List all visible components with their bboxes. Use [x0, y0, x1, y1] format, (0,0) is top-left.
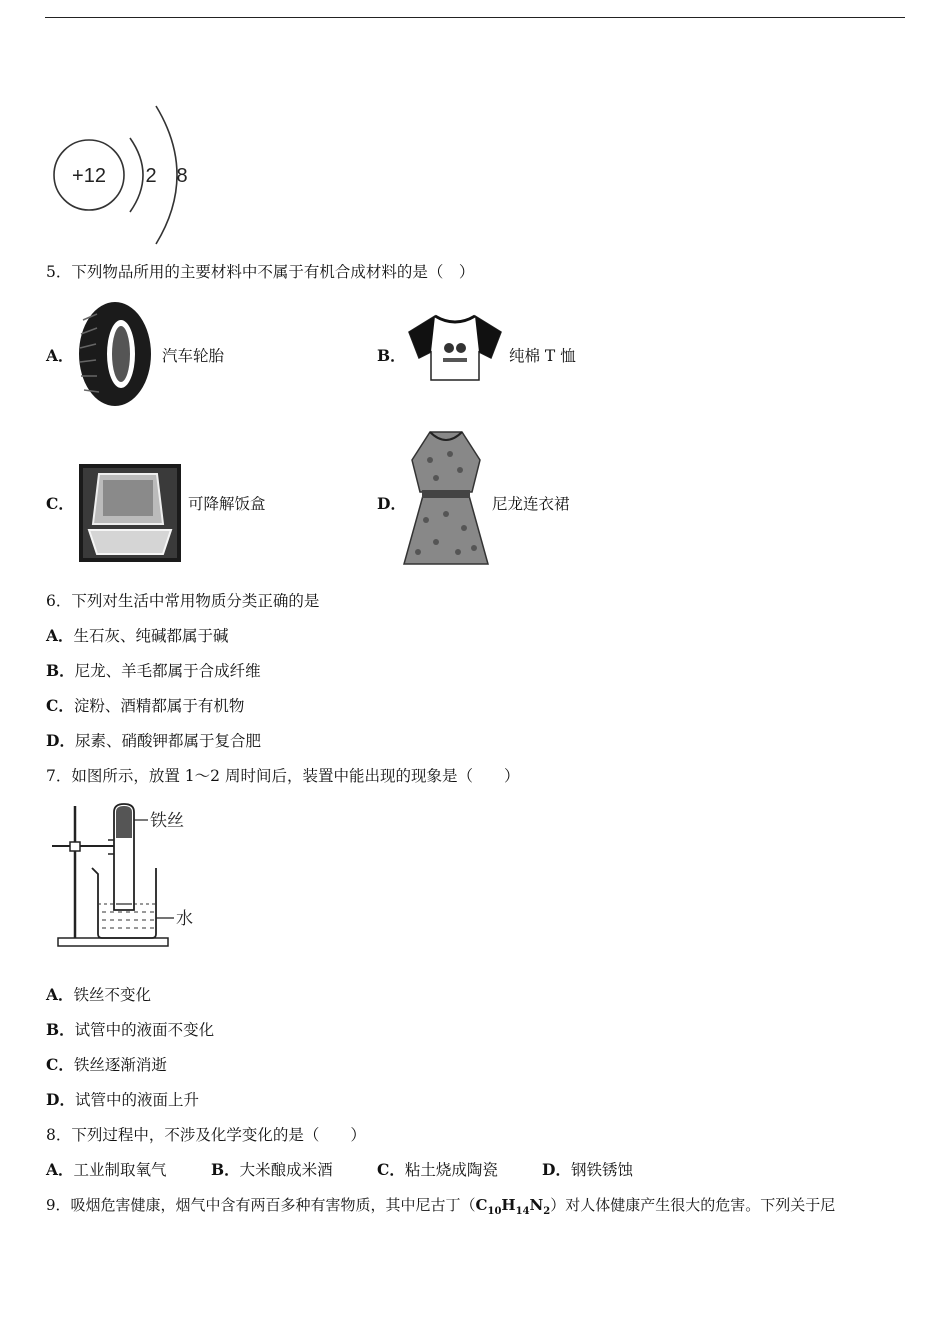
q6-option-a-letter: A． — [46, 626, 74, 645]
q8-stem: 8．下列过程中，不涉及化学变化的是（ ） — [46, 1126, 366, 1144]
wire-label: 铁丝 — [150, 811, 184, 831]
q9-stem — [46, 1195, 835, 1222]
shell-1-electrons: 2 — [145, 165, 157, 187]
lunchbox-icon — [79, 464, 181, 562]
iron-wire-apparatus-diagram — [44, 800, 204, 952]
q5-option-b-text: 纯棉 T 恤 — [509, 347, 576, 365]
q8-option-a — [46, 1160, 167, 1180]
q8-option-c — [377, 1160, 498, 1180]
q6-option-c-text: 淀粉、酒精都属于有机物 — [73, 697, 245, 715]
q8-option-a-letter: A． — [46, 1160, 74, 1179]
q5-option-c-letter: C． — [46, 494, 74, 513]
q7-stem: 7．如图所示，放置 1～2 周时间后，装置中能出现的现象是（ ） — [46, 767, 520, 785]
q6-option-c — [46, 696, 244, 716]
q6-option-a — [46, 626, 229, 646]
q7-option-a — [46, 985, 151, 1005]
q8-option-d — [542, 1160, 633, 1180]
q7-option-b-letter: B． — [46, 1020, 75, 1039]
q8-option-c-letter: C． — [377, 1160, 405, 1179]
q8-option-b — [211, 1160, 333, 1180]
q5-option-d-text: 尼龙连衣裙 — [492, 495, 570, 513]
q7-option-b-text: 试管中的液面不变化 — [74, 1021, 215, 1039]
q7-option-c — [46, 1055, 167, 1075]
q7-option-c-letter: C． — [46, 1055, 74, 1074]
q8-option-c-text: 粘土烧成陶瓷 — [404, 1161, 498, 1179]
q5-option-b-letter: B． — [377, 346, 406, 365]
tire-icon — [77, 300, 159, 408]
q5-option-d-letter: D． — [377, 494, 406, 513]
electron-shell-1-arc — [130, 138, 143, 212]
shell-2-electrons: 8 — [176, 165, 188, 187]
dress-icon — [400, 430, 492, 568]
q6-stem: 6．下列对生活中常用物质分类正确的是 — [46, 592, 320, 610]
header-rule — [45, 17, 905, 18]
q5-stem: 5．下列物品所用的主要材料中不属于有机合成材料的是（ ） — [46, 263, 475, 281]
iron-wire-wad — [116, 806, 132, 838]
water-label: 水 — [176, 909, 193, 929]
q8-option-b-letter: B． — [211, 1160, 240, 1179]
q7-option-a-letter: A． — [46, 985, 74, 1004]
q5-option-a-letter: A． — [46, 346, 74, 365]
q8-option-a-text: 工业制取氧气 — [73, 1161, 167, 1179]
q8-option-b-text: 大米酿成米酒 — [239, 1161, 333, 1179]
q7-option-d-letter: D． — [46, 1090, 75, 1109]
nucleus-charge: +12 — [72, 165, 106, 187]
electron-shell-2-arc — [156, 106, 177, 244]
q6-option-b-text: 尼龙、羊毛都属于合成纤维 — [74, 662, 261, 680]
q9-stem-after: ）对人体健康产生很大的危害。下列关于尼 — [550, 1196, 836, 1214]
tshirt-icon — [405, 312, 505, 382]
nicotine-formula: $C_{10}H_{14}N_2$ — [475, 1196, 551, 1217]
q7-option-d — [46, 1090, 199, 1110]
stand-base — [58, 938, 168, 946]
q6-option-d-letter: D． — [46, 731, 75, 750]
q7-option-a-text: 铁丝不变化 — [73, 986, 152, 1004]
q7-option-c-text: 铁丝逐渐消逝 — [73, 1056, 167, 1074]
q6-option-d — [46, 731, 261, 751]
q9-stem-before: 9．吸烟危害健康，烟气中含有两百多种有害物质，其中尼古丁（ — [46, 1196, 476, 1214]
q6-option-a-text: 生石灰、纯碱都属于碱 — [73, 627, 229, 645]
q5-option-c-text: 可降解饭盒 — [188, 495, 266, 513]
q7-option-d-text: 试管中的液面上升 — [74, 1091, 199, 1109]
q8-option-d-letter: D． — [542, 1160, 571, 1179]
q6-option-b-letter: B． — [46, 661, 75, 680]
q7-option-b — [46, 1020, 214, 1040]
q6-option-c-letter: C． — [46, 696, 74, 715]
q6-option-d-text: 尿素、硝酸钾都属于复合肥 — [74, 732, 261, 750]
q8-option-d-text: 钢铁锈蚀 — [570, 1161, 633, 1179]
atom-structure-diagram — [48, 100, 198, 250]
q5-option-a-text: 汽车轮胎 — [162, 347, 225, 365]
q6-option-b — [46, 661, 261, 681]
